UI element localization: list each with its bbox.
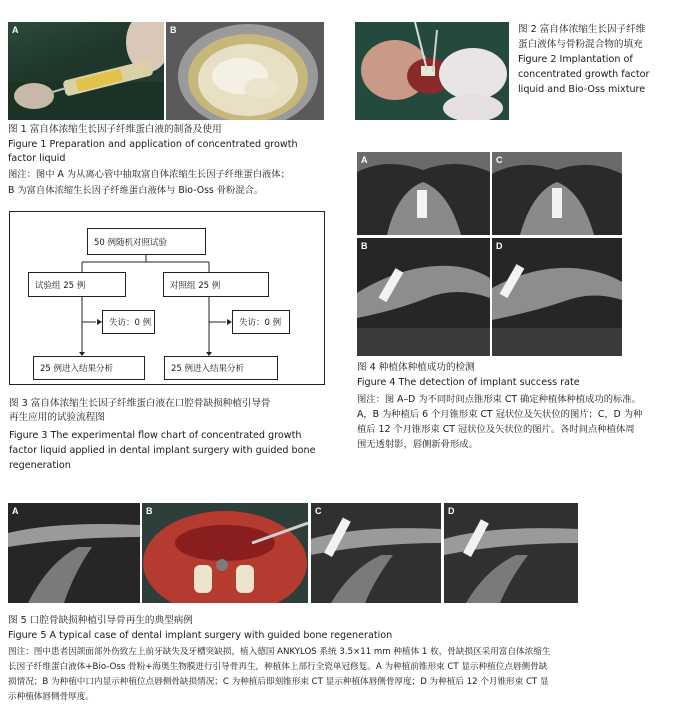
figure4-note-line3: 植后 12 个月锥形束 CT 冠状位及矢状位的图片。各时间点种植体周: [357, 424, 635, 435]
ct-sagittal-5d: [444, 503, 578, 603]
figure2-title-en-line3: liquid and Bio-Oss mixture: [518, 84, 646, 95]
ct-sagittal-5a: [8, 503, 140, 603]
flow-left-result-box: 25 例进入结果分析: [33, 356, 145, 380]
flow-left-loss-box: 失访：0 例: [102, 310, 155, 334]
figure5-note-line4: 示种植体唇侧骨厚度。: [8, 692, 94, 702]
figure4-note-line2: A，B 为种植后 6 个月锥形束 CT 冠状位及矢状位的图片；C，D 为种: [357, 409, 643, 420]
figure4-panel-a-ct: [357, 152, 490, 235]
figure5-note-line2: 长因子纤维蛋白液体+Bio-Oss 骨粉+海奥生物膜进行引导骨再生，种植体上部行全瓷单冠修复。A 为种植前锥形束 CT 显示种植位点唇侧骨缺: [8, 662, 548, 672]
figure3-title-cn-line1: 图 3 富自体浓缩生长因子纤维蛋白液在口腔骨缺损种植引导骨: [9, 398, 271, 409]
figure4-note-line1: 图注：图 A–D 为不同时间点锥形束 CT 确定种植体种植成功的标准。: [357, 394, 641, 405]
figure2-title-en-line2: concentrated growth factor: [518, 69, 650, 80]
figure4-panel-a-label: A: [361, 155, 368, 165]
flow-right-result-box: 25 例进入结果分析: [164, 356, 278, 380]
figure1-title-cn: 图 1 富自体浓缩生长因子纤维蛋白液的制备及使用: [8, 124, 222, 135]
figure5-title-en: Figure 5 A typical case of dental implant surgery with guided bone regeneration: [8, 630, 393, 641]
figure2-title-en-line1: Figure 2 Implantation of: [518, 54, 633, 65]
figure1-panel-b-label: B: [170, 25, 177, 35]
figure4-panel-b-ct: [357, 238, 490, 356]
figure1-title-en: Figure 1 Preparation and application of concentrated growth factor liquid: [8, 139, 298, 164]
ct-coronal-c: [492, 152, 622, 235]
figure5-panel-d-ct: [444, 503, 578, 603]
ct-sagittal-5c: [311, 503, 441, 603]
figure5-panel-a-ct: [8, 503, 140, 603]
ct-sagittal-b: [357, 238, 490, 356]
figure4-panel-b-label: B: [361, 241, 368, 251]
figure5-panel-c-ct: [311, 503, 441, 603]
figure1-note-line1: 图注：图中 A 为从离心管中抽取富自体浓缩生长因子纤维蛋白液体；: [8, 169, 290, 180]
flow-left-group-box: 试验组 25 例: [28, 272, 126, 297]
figure5-note-line1: 图注：图中患者因颌面部外伤致左上前牙缺失及牙槽突缺损，植入德国 ANKYLOS 系统 3.5×11 mm 种植体 1 枚，骨缺损区采用富自体浓缩生: [8, 647, 551, 657]
figure4-title-cn: 图 4 种植体种植成功的检测: [357, 362, 475, 373]
flow-top-box: 50 例随机对照试验: [87, 228, 206, 255]
figure1-panel-a-label: A: [12, 25, 19, 35]
figure5-panel-d-label: D: [448, 506, 455, 516]
figure5-panel-b-label: B: [146, 506, 153, 516]
ct-coronal-a: [357, 152, 490, 235]
figure5-note-line3: 损情况；B 为种植中口内显示种植位点唇侧骨缺损情况；C 为种植后即刻锥形束 CT 显示种植体唇侧骨厚度；D 为种植后 12 个月锥形束 CT 显: [8, 677, 549, 687]
figure3-title-en-line1: Figure 3 The experimental flow chart of concentrated growth: [9, 430, 302, 441]
figure4-note-line4: 围无透射影，唇侧新骨形成。: [357, 439, 478, 450]
figure4-panel-d-ct: [492, 238, 622, 356]
figure5-panel-a-label: A: [12, 506, 19, 516]
figure4-title-en: Figure 4 The detection of implant success rate: [357, 377, 580, 388]
figure5-panel-b-photo: [142, 503, 308, 603]
figure5-title-cn: 图 5 口腔骨缺损种植引导骨再生的典型病例: [8, 615, 193, 626]
figure2-title-cn-line1: 图 2 富自体浓缩生长因子纤维: [518, 24, 646, 35]
figure3-title-en-line2: factor liquid applied in dental implant surgery with guided bone: [9, 445, 316, 456]
intraoral-illustration: [142, 503, 308, 603]
figure4-panel-c-label: C: [496, 155, 503, 165]
figure4-panel-c-ct: [492, 152, 622, 235]
figure3-title-en-line3: regeneration: [9, 460, 71, 471]
ct-sagittal-d: [492, 238, 622, 356]
figure3-title-cn-line2: 再生应用的试验流程图: [9, 412, 105, 423]
flow-right-loss-box: 失访：0 例: [232, 310, 290, 334]
figure2-title-cn-line2: 蛋白液体与骨粉混合物的填充: [518, 39, 643, 50]
figure5-panel-c-label: C: [315, 506, 322, 516]
flow-right-group-box: 对照组 25 例: [163, 272, 269, 297]
figure1-note-line2: B 为富自体浓缩生长因子纤维蛋白液体与 Bio-Oss 骨粉混合。: [8, 185, 264, 196]
figure4-panel-d-label: D: [496, 241, 503, 251]
